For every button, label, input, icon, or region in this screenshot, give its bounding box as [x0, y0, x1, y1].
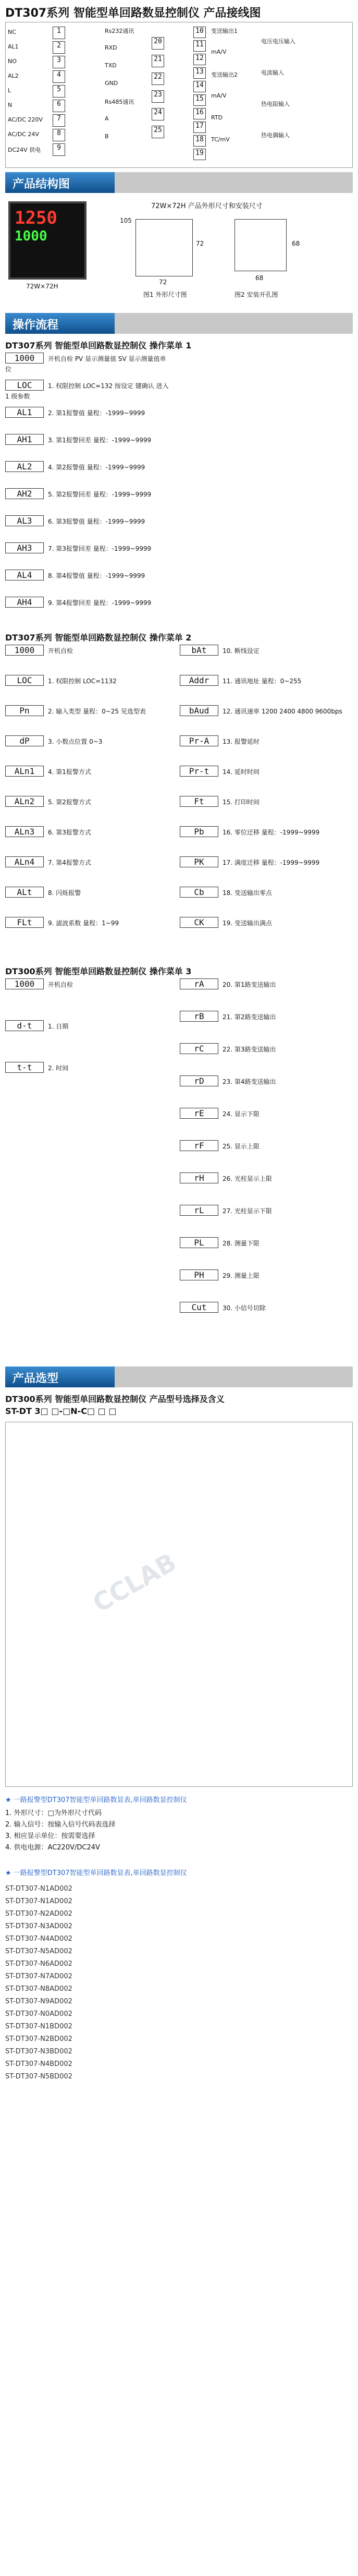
model-item: ST-DT307-N4BD002 — [5, 2060, 72, 2068]
menu-item — [5, 461, 172, 472]
model-item: ST-DT307-N1BD002 — [5, 2023, 72, 2030]
wiring-diagram — [5, 22, 353, 168]
menu-text: 13. 报警延时 — [223, 738, 260, 745]
menu-text: 8. 闪烁报警 — [48, 889, 81, 897]
fig2-caption: 图2 安装开孔图 — [234, 291, 278, 298]
terminal-label: TC/mV — [211, 136, 230, 143]
model-item: ST-DT307-N8AD002 — [5, 1985, 72, 1993]
menu-item — [5, 856, 172, 867]
menu-item — [5, 434, 172, 445]
fig1-caption: 图1 外形尺寸图 — [143, 291, 187, 298]
menu-text: 6. 第3报警方式 — [48, 829, 91, 836]
section-structure: 产品结构图 — [5, 172, 353, 193]
terminal-label: A — [105, 115, 109, 122]
model-item: ST-DT307-N0AD002 — [5, 2010, 72, 2018]
menu-item — [5, 380, 172, 401]
menu-code: ALt — [5, 887, 44, 898]
menu-code: AL1 — [5, 407, 44, 418]
menu-text: 2. 第1报警值 量程：-1999~9999 — [48, 409, 145, 417]
menu-text: 开机自检 — [48, 647, 73, 655]
menu-text: 29. 测量上限 — [223, 1272, 260, 1279]
dim-68-width: 68 — [255, 274, 264, 282]
model-item: ST-DT307-N1AD002 — [5, 1897, 72, 1905]
model-item: ST-DT307-N3AD002 — [5, 1922, 72, 1930]
menu-text: 21. 第2路变送输出 — [223, 1013, 276, 1021]
lcd-sv: 1000 — [15, 228, 47, 244]
terminal-label: mA/V — [211, 49, 227, 55]
menu-text: 30. 小信号切除 — [223, 1304, 266, 1312]
terminal-label: 热电阻输入 — [261, 101, 290, 107]
terminal-number: 3 — [53, 56, 65, 68]
menu-code: dP — [5, 735, 44, 746]
menu-code: AH2 — [5, 488, 44, 499]
terminal-label: mA/V — [211, 92, 227, 99]
menu-text: 12. 通讯速率 1200 2400 4800 9600bps — [223, 708, 342, 715]
menu-text: 7. 第4报警方式 — [48, 859, 91, 866]
terminal-number: 7 — [53, 114, 65, 127]
menu-code: bAud — [180, 705, 218, 716]
menu-text: 20. 第1路变送输出 — [223, 981, 276, 988]
menu-code: d-t — [5, 1020, 44, 1031]
menu-code: PL — [180, 1237, 218, 1248]
terminal-label: RXD — [105, 44, 117, 51]
terminal-label: 热电偶输入 — [261, 132, 290, 139]
menu-code: AL4 — [5, 570, 44, 580]
selection-title: DT300系列 智能型单回路数显控制仪 产品型号选择及含义 — [5, 1394, 225, 1404]
menu-code: 1000 — [5, 978, 44, 989]
model-item: ST-DT307-N6AD002 — [5, 1960, 72, 1968]
menu-item — [180, 1269, 347, 1280]
menu-text: 7. 第3报警回差 量程：-1999~9999 — [48, 545, 152, 552]
terminal-number: 13 — [193, 67, 206, 79]
model-item: ST-DT307-N2AD002 — [5, 1910, 72, 1918]
structure-panel — [5, 198, 353, 303]
menu-item — [5, 542, 172, 553]
menu-item — [5, 735, 172, 746]
terminal-label: 变送输出2 — [211, 71, 238, 78]
terminal-number: 8 — [53, 129, 65, 141]
menu-item — [5, 796, 172, 807]
terminal-number: 2 — [53, 41, 65, 54]
menu-code: PK — [180, 856, 218, 867]
menu-text: 15. 打印时间 — [223, 799, 260, 806]
menu-item — [180, 856, 347, 867]
menu-text: 25. 显示上限 — [223, 1143, 260, 1150]
menu-code: AH1 — [5, 434, 44, 445]
menu-code: LOC — [5, 675, 44, 686]
front-panel — [8, 201, 87, 280]
menu-code: FLt — [5, 917, 44, 928]
menu-item — [5, 515, 172, 526]
selection-note: ★ 一路报警型DT307智能型单回路数显表,单回路数显控制仪 — [5, 1796, 187, 1804]
menu-text: 1. 权限控制 LOC=132 按设定 键确认 进入 1 级参数 — [5, 382, 169, 400]
menu-text: 23. 第4路变送输出 — [223, 1078, 276, 1085]
menu-item — [180, 978, 347, 989]
menu-code: rB — [180, 1011, 218, 1022]
model-item: ST-DT307-N3BD002 — [5, 2048, 72, 2055]
menu-code: Ft — [180, 796, 218, 807]
terminal-number: 19 — [193, 149, 206, 160]
terminal-label: TXD — [105, 62, 117, 69]
menu-item — [180, 1237, 347, 1248]
menu-text: 14. 延时时间 — [223, 768, 260, 776]
menu-code: Cb — [180, 887, 218, 898]
terminal-number: 9 — [53, 143, 65, 156]
model-item: ST-DT307-N1AD002 — [5, 1885, 72, 1893]
menu-item — [180, 1302, 347, 1313]
terminal-number: 22 — [152, 72, 164, 85]
dim-72-width: 72 — [159, 279, 167, 286]
menu3-left — [5, 978, 177, 1187]
terminal-number: 23 — [152, 90, 164, 103]
menu-text: 19. 变送输出满点 — [223, 920, 272, 927]
menu-code: AH3 — [5, 542, 44, 553]
menu-code: CK — [180, 917, 218, 928]
menu-code: rC — [180, 1043, 218, 1054]
terminal-label: Rs232通讯 — [105, 28, 134, 34]
selection-notes — [5, 1808, 353, 1854]
menu-item — [180, 735, 347, 746]
outline-drawing — [135, 219, 193, 276]
model-code: ST-DT 3□ □-□N-C□ □ □ — [5, 1406, 117, 1416]
terminal-number: 10 — [193, 27, 206, 38]
menu-code: AL2 — [5, 461, 44, 472]
menu-item — [180, 1108, 347, 1119]
model-item: ST-DT307-N5AD002 — [5, 1948, 72, 1955]
menu-text: 4. 第1报警方式 — [48, 768, 91, 776]
terminal-number: 24 — [152, 108, 164, 120]
menu-text: 8. 第4报警值 量程：-1999~9999 — [48, 572, 145, 579]
menu-text: 18. 变送输出零点 — [223, 889, 272, 897]
menu-item — [5, 1020, 172, 1031]
menu-code: Pr-A — [180, 735, 218, 746]
terminal-label: DC24V 供电 — [8, 147, 41, 153]
dim-72-height: 72 — [196, 240, 204, 247]
menu-text: 3. 小数点位置 0~3 — [48, 738, 103, 745]
menu1-title: DT307系列 智能型单回路数显控制仪 操作菜单 1 — [5, 341, 192, 350]
menu-item — [180, 1140, 347, 1151]
menu-code: rD — [180, 1075, 218, 1086]
menu-text: 26. 光柱显示上限 — [223, 1175, 272, 1182]
menu-text: 9. 滤波系数 量程：1~99 — [48, 920, 119, 927]
menu-item — [5, 1062, 172, 1073]
menu-code: ALn3 — [5, 826, 44, 837]
terminal-number: 4 — [53, 70, 65, 83]
menu-item — [5, 978, 172, 989]
dim-title: 72W×72H 产品外形尺寸和安装尺寸 — [151, 202, 263, 210]
menu-text: 22. 第3路变送输出 — [223, 1046, 276, 1053]
menu-item — [180, 917, 347, 928]
menu-code: rE — [180, 1108, 218, 1119]
menu-code: ALn2 — [5, 796, 44, 807]
menu-text: 24. 显示下限 — [223, 1110, 260, 1118]
menu-text: 10. 断线设定 — [223, 647, 260, 655]
menu-item — [180, 1011, 347, 1022]
menu-code: t-t — [5, 1062, 44, 1073]
menu-text: 1. 日期 — [48, 1023, 69, 1030]
menu-item — [180, 1043, 347, 1054]
terminal-number: 11 — [193, 40, 206, 52]
menu-text: 开机自检 PV 显示测量值 SV 显示测量值单位 — [5, 355, 166, 373]
terminal-label: RTD — [211, 114, 223, 121]
menu-text: 5. 第2报警回差 量程：-1999~9999 — [48, 491, 152, 498]
menu-text: 17. 满度迁移 量程：-1999~9999 — [223, 859, 320, 866]
menu-item — [5, 645, 172, 656]
terminal-label: 电压电压输入 — [261, 38, 295, 45]
note-line: 1. 外形尺寸：□为外形尺寸代码 — [5, 1809, 102, 1817]
terminal-label: AC/DC 24V — [8, 131, 39, 138]
note-line: 4. 供电电源：AC220V/DC24V — [5, 1844, 100, 1852]
terminal-number: 16 — [193, 108, 206, 119]
terminal-number: 25 — [152, 126, 164, 138]
menu-item — [180, 705, 347, 716]
model-list — [5, 1883, 353, 2083]
menu-item — [180, 887, 347, 898]
terminal-label: Rs485通讯 — [105, 99, 134, 105]
cutout-drawing — [234, 219, 287, 271]
menu-text: 9. 第4报警回差 量程：-1999~9999 — [48, 599, 152, 607]
terminal-number: 5 — [53, 85, 65, 98]
terminal-number: 20 — [152, 37, 164, 50]
watermark: CCLAB — [88, 1547, 182, 1618]
terminal-number: 17 — [193, 122, 206, 133]
menu-item — [180, 796, 347, 807]
menu-item — [5, 705, 172, 716]
menu-text: 3. 第1报警回差 量程：-1999~9999 — [48, 437, 152, 444]
terminal-label: NO — [8, 58, 17, 65]
menu-code: AL3 — [5, 515, 44, 526]
menu-item — [180, 1172, 347, 1183]
menu-text: 11. 通讯地址 量程：0~255 — [223, 678, 302, 685]
model-item: ST-DT307-N5BD002 — [5, 2073, 72, 2081]
menu-item — [5, 353, 172, 373]
terminal-label: AL2 — [8, 72, 19, 79]
terminal-label: AC/DC 220V — [8, 116, 43, 123]
terminal-label: 变送输出1 — [211, 28, 238, 34]
dim-68-height: 68 — [292, 240, 300, 247]
terminal-number: 21 — [152, 55, 164, 67]
terminal-number: 12 — [193, 54, 206, 65]
menu-item — [5, 826, 172, 837]
menu-text: 2. 时间 — [48, 1065, 69, 1072]
terminal-label: B — [105, 133, 109, 140]
menu-item — [5, 597, 172, 608]
terminal-label: N — [8, 102, 13, 108]
menu-item — [5, 766, 172, 777]
menu-item — [180, 826, 347, 837]
menu-item — [5, 917, 172, 928]
section-operation: 操作流程 — [5, 313, 353, 334]
menu-code: PH — [180, 1269, 218, 1280]
model-list-title: ★ 一路报警型DT307智能型单回路数显表,单回路数显控制仪 — [5, 1869, 187, 1877]
menu-text: 4. 第2报警值 量程：-1999~9999 — [48, 464, 145, 471]
menu-item — [5, 407, 172, 418]
model-item: ST-DT307-N4AD002 — [5, 1935, 72, 1943]
model-item: ST-DT307-N2BD002 — [5, 2035, 72, 2043]
menu-item — [5, 675, 172, 686]
model-item: ST-DT307-N9AD002 — [5, 1998, 72, 2005]
menu2-title: DT307系列 智能型单回路数显控制仪 操作菜单 2 — [5, 633, 192, 643]
menu-text: 28. 测量下限 — [223, 1240, 260, 1247]
terminal-label: L — [8, 87, 11, 94]
selection-table — [5, 1422, 353, 1787]
terminal-number: 14 — [193, 81, 206, 92]
menu-item — [5, 488, 172, 499]
dim-105: 105 — [120, 217, 132, 224]
menu-code: 1000 — [5, 645, 44, 656]
menu-text: 5. 第2报警方式 — [48, 799, 91, 806]
menu-item — [180, 675, 347, 686]
menu-item — [180, 766, 347, 777]
terminal-label: AL1 — [8, 43, 19, 50]
menu-item — [180, 1205, 347, 1216]
terminal-label: 电流输入 — [261, 69, 284, 76]
wiring-title: DT307系列 智能型单回路数显控制仪 产品接线图 — [5, 7, 261, 20]
terminal-label: GND — [105, 80, 118, 87]
menu3-title: DT300系列 智能型单回路数显控制仪 操作菜单 3 — [5, 966, 192, 976]
menu-text: 2. 输入类型 量程：0~25 见选型表 — [48, 708, 146, 715]
terminal-number: 6 — [53, 100, 65, 112]
menu-code: ALn1 — [5, 766, 44, 777]
menu-code: Pb — [180, 826, 218, 837]
terminal-number: 18 — [193, 135, 206, 147]
menu-code: Pn — [5, 705, 44, 716]
section-selection: 产品选型 — [5, 1366, 353, 1387]
menu-code: rA — [180, 978, 218, 989]
menu-item — [5, 887, 172, 898]
menu-item — [5, 570, 172, 580]
menu-code: rH — [180, 1172, 218, 1183]
menu-code: bAt — [180, 645, 218, 656]
menu-text: 6. 第3报警值 量程：-1999~9999 — [48, 518, 145, 525]
lcd-pv: 1250 — [15, 208, 57, 228]
menu1 — [5, 353, 353, 624]
menu3-right — [180, 978, 352, 1344]
menu-code: AH4 — [5, 597, 44, 608]
menu-code: rL — [180, 1205, 218, 1216]
menu2-right — [180, 645, 352, 958]
menu-text: 16. 零位迁移 量程：-1999~9999 — [223, 829, 320, 836]
menu-item — [180, 645, 347, 656]
note-line: 3. 相应显示单位：按需要选择 — [5, 1832, 95, 1840]
terminal-number: 15 — [193, 94, 206, 106]
note-line: 2. 输入信号：按输入信号代码表选择 — [5, 1821, 116, 1829]
menu2-left — [5, 645, 177, 958]
menu-text: 27. 光柱显示下限 — [223, 1207, 272, 1215]
terminal-number: 1 — [53, 27, 65, 39]
menu-code: Pr-t — [180, 766, 218, 777]
model-item: ST-DT307-N7AD002 — [5, 1973, 72, 1980]
menu-code: LOC — [5, 380, 44, 391]
menu-item — [180, 1075, 347, 1086]
menu-code: Addr — [180, 675, 218, 686]
menu-text: 1. 权限控制 LOC=1132 — [48, 678, 117, 685]
menu-code: Cut — [180, 1302, 218, 1313]
menu-code: 1000 — [5, 353, 44, 364]
menu-code: rF — [180, 1140, 218, 1151]
terminal-label: NC — [8, 29, 16, 35]
menu-text: 开机自检 — [48, 981, 73, 988]
front-label: 72W×72H — [26, 283, 58, 290]
menu-code: ALn4 — [5, 856, 44, 867]
